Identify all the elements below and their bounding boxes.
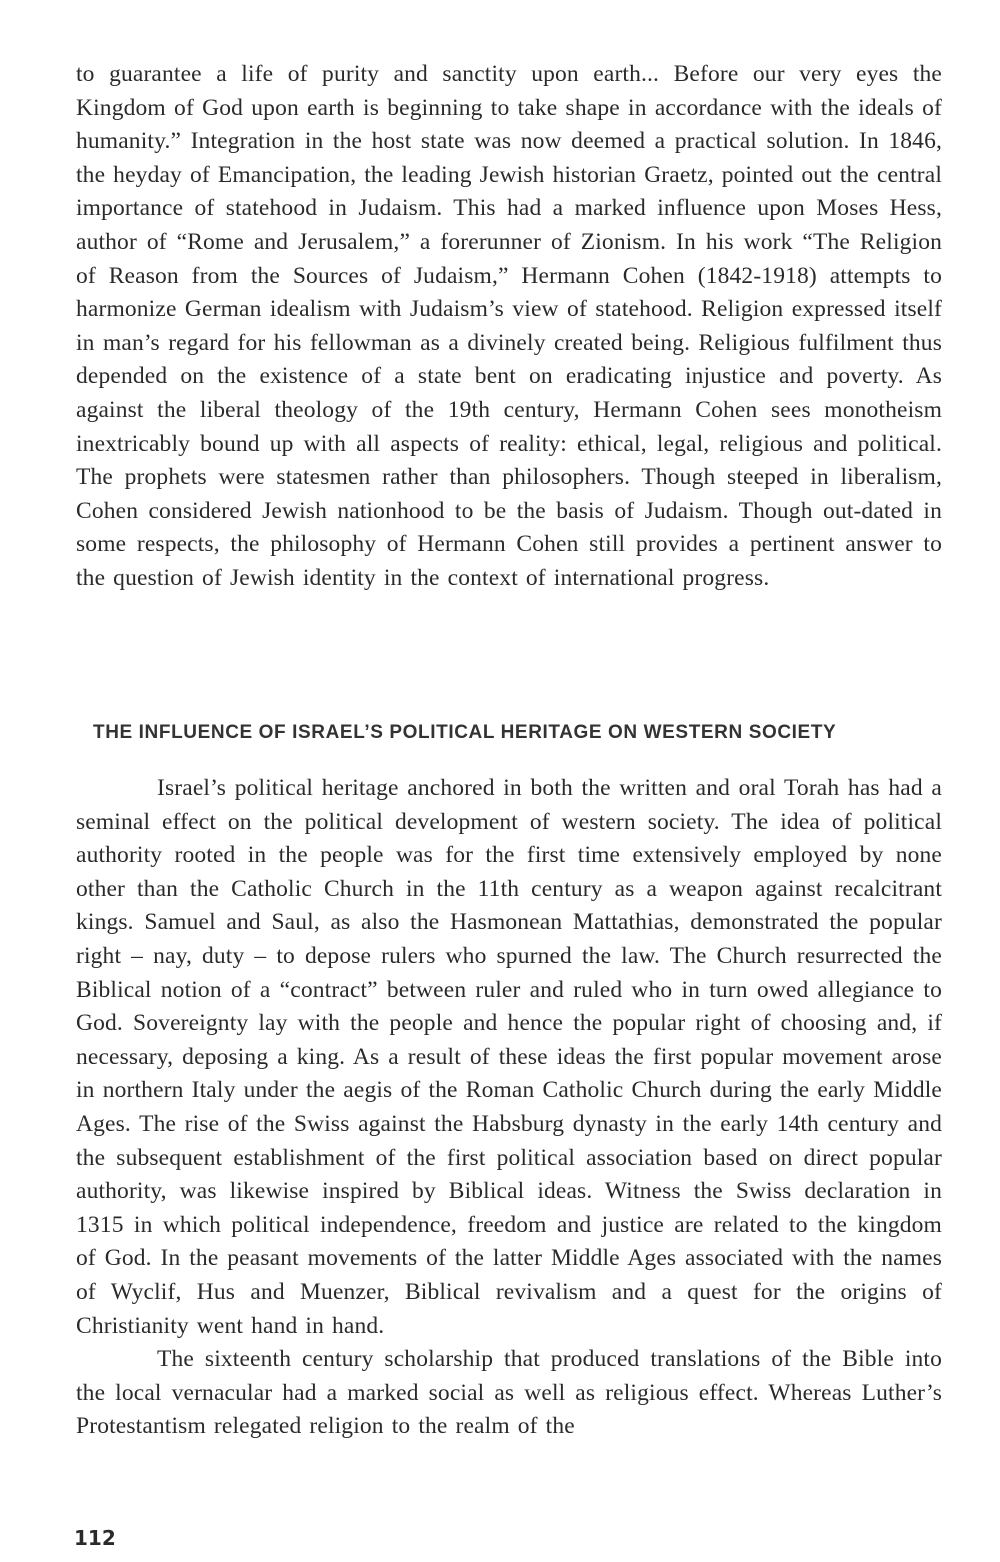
section-heading: THE INFLUENCE OF ISRAEL’S POLITICAL HERITAGE ON WESTERN SOCIETY (93, 722, 837, 743)
section-text-block (76, 772, 942, 1444)
section-paragraph-1: Israel’s political heritage anchored in both the written and oral Torah has had a seminal effect on the political development of western society. The idea of political authority rooted in the people was for the first time extensively employed by none other than the Catholic Church in the 11th century as a weapon against recalcitrant kings. Samuel and Saul, as also the Hasmonean Mattathias, demonstrated the popular right – nay, duty – to depose rulers who spurned the law. The Church resurrected the Biblical notion of a “contract” between ruler and ruled who in turn owed allegiance to God. Sovereignty lay with the people and hence the popular right of choosing and, if necessary, deposing a king. As a result of these ideas the first popular movement arose in northern Italy under the aegis of the Roman Catholic Church during the early Middle Ages. The rise of the Swiss against the Habsburg dynasty in the early 14th century and the subsequent establishment of the first political association based on direct popular authority, was likewise inspired by Biblical ideas. Witness the Swiss declaration in 1315 in which political independence, freedom and justice are related to the kingdom of God. In the peasant movements of the latter Middle Ages associated with the names of Wyclif, Hus and Muenzer, Biblical revivalism and a quest for the origins of Christianity went hand in hand. (76, 775, 942, 1339)
page-number: 112 (74, 1526, 116, 1550)
section-paragraph-2: The sixteenth century scholarship that produced translations of the Bible into the local vernacular had a marked social as well as religious effect. Whereas Luther’s Protestantism relegated religion to the realm of the (76, 1346, 942, 1440)
continuation-text-block (76, 58, 942, 596)
continuation-paragraph: to guarantee a life of purity and sanctity upon earth... Before our very eyes the Kingdom of God upon earth is beginning to take shape in accordance with the ideals of humanity.” Integration in the host state was now deemed a practical solution. In 1846, the heyday of Emancipation, the leading Jewish historian Graetz, pointed out the central importance of statehood in Judaism. This had a marked influence upon Moses Hess, author of “Rome and Jerusalem,” a forerunner of Zionism. In his work “The Religion of Reason from the Sources of Judaism,” Hermann Cohen (1842-1918) attempts to harmonize German idealism with Judaism’s view of statehood. Religion expressed itself in man’s regard for his fellowman as a divinely created being. Religious fulfilment thus depended on the existence of a state bent on eradicating injustice and poverty. As against the liberal theology of the 19th century, Hermann Cohen sees monotheism inextricably bound up with all aspects of reality: ethical, legal, religious and political. The prophets were statesmen rather than philosophers. Though steeped in liberalism, Cohen considered Jewish nationhood to be the basis of Judaism. Though out-dated in some respects, the philosophy of Hermann Cohen still provides a pertinent answer to the question of Jewish identity in the context of international progress. (76, 61, 942, 591)
